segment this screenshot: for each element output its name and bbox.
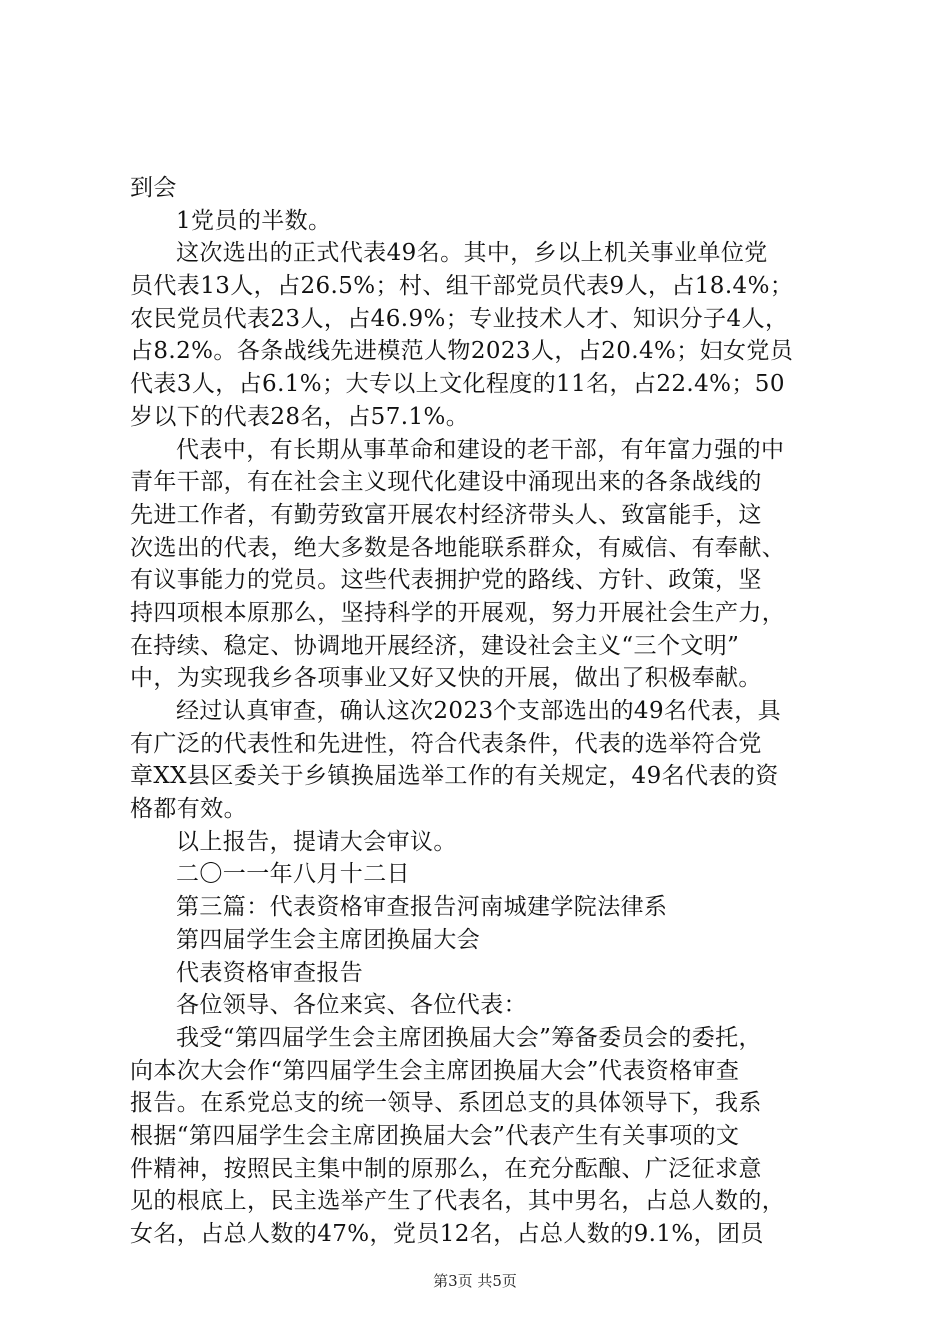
text-line: 有议事能力的党员。这些代表拥护党的路线、方针、政策，坚 — [130, 567, 762, 594]
section-heading: 第四届学生会主席团换届大会 — [176, 926, 481, 953]
document-body — [130, 172, 842, 1251]
text-line: 持四项根本原那么，坚持科学的开展观，努力开展社会生产力， — [130, 599, 786, 626]
section-heading: 第三篇：代表资格审查报告河南城建学院法律系 — [176, 894, 668, 921]
text-line: 见的根底上，民主选举产生了代表名，其中男名，占总人数的， — [130, 1188, 786, 1215]
text-line: 这次选出的正式代表49名。其中，乡以上机关事业单位党 — [176, 240, 768, 267]
text-line: 我受“第四届学生会主席团换届大会”筹备委员会的委托， — [176, 1024, 762, 1051]
text-line: 1党员的半数。 — [176, 207, 332, 234]
page-number: 第3页 共5页 — [433, 1272, 517, 1290]
text-line: 女名，占总人数的47%，党员12名，占总人数的9.1%，团员 — [130, 1221, 764, 1247]
text-line: 有广泛的代表性和先进性，符合代表条件，代表的选举符合党 — [130, 730, 762, 757]
text-line: 向本次大会作“第四届学生会主席团换届大会”代表资格审查 — [130, 1057, 740, 1084]
text-line: 岁以下的代表28名，占57.1%。 — [130, 403, 470, 430]
text-line: 青年干部，有在社会主义现代化建设中涌现出来的各条战线的 — [130, 469, 762, 496]
text-line: 件精神，按照民主集中制的原那么，在充分酝酿、广泛征求意 — [130, 1155, 762, 1182]
text-line: 以上报告，提请大会审议。 — [176, 828, 457, 855]
text-line: 章XX县区委关于乡镇换届选举工作的有关规定，49名代表的资 — [130, 763, 779, 790]
text-line: 格都有效。 — [130, 796, 247, 823]
text-line: 占8.2%。各条战线先进模范人物2023人，占20.4%；妇女党员 — [130, 338, 794, 365]
text-line: 到会 — [130, 175, 177, 201]
text-line: 根据“第四届学生会主席团换届大会”代表产生有关事项的文 — [130, 1122, 740, 1149]
text-line: 代表3人，占6.1%；大专以上文化程度的11名，占22.4%；50 — [130, 371, 785, 398]
text-line: 次选出的代表，绝大多数是各地能联系群众，有威信、有奉献、 — [130, 534, 786, 561]
date-line: 二〇一一年八月十二日 — [176, 861, 410, 888]
text-line: 中，为实现我乡各项事业又好又快的开展，做出了积极奉献。 — [130, 665, 762, 692]
section-heading: 代表资格审查报告 — [176, 959, 364, 986]
text-line: 代表中，有长期从事革命和建设的老干部，有年富力强的中 — [176, 436, 785, 463]
text-line: 报告。在系党总支的统一领导、系团总支的具体领导下，我系 — [130, 1090, 762, 1117]
salutation: 各位领导、各位来宾、各位代表： — [176, 992, 527, 1019]
text-line: 员代表13人，占26.5%；村、组干部党员代表9人，占18.4%； — [130, 273, 794, 300]
text-line: 农民党员代表23人，占46.9%；专业技术人才、知识分子4人， — [130, 305, 789, 332]
text-line: 在持续、稳定、协调地开展经济，建设社会主义“三个文明” — [130, 632, 740, 659]
text-line: 经过认真审查，确认这次2023个支部选出的49名代表，具 — [176, 698, 781, 724]
text-line: 先进工作者，有勤劳致富开展农村经济带头人、致富能手，这 — [130, 501, 762, 528]
